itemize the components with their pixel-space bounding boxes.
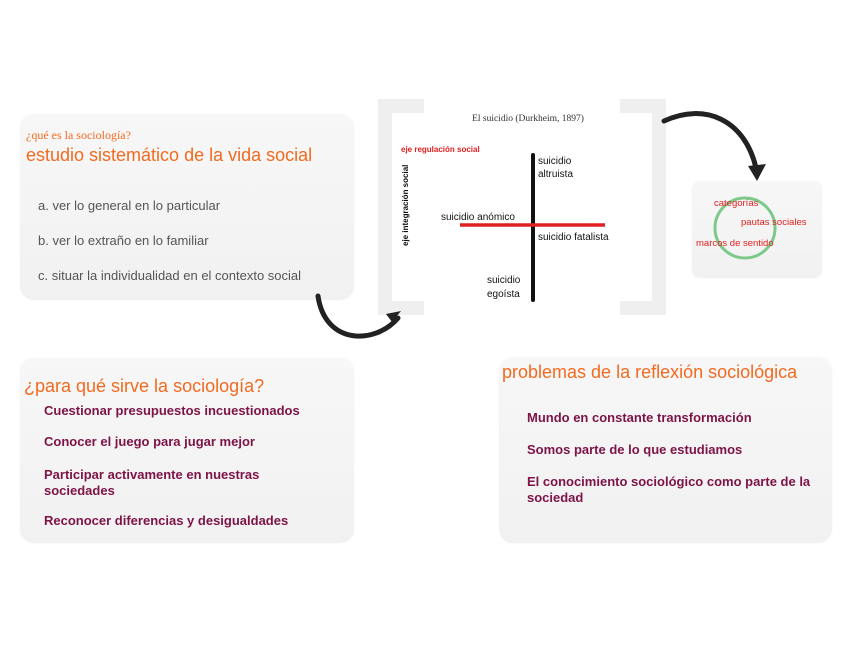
egoista-line2: egoísta (487, 289, 520, 300)
altruista-line1: suicidio (538, 156, 572, 167)
list-item-a: a. ver lo general en lo particular (38, 198, 221, 213)
item-participar: Participar activamente en nuestras sociedades (44, 467, 260, 498)
axis-regulacion-label: eje regulación social (401, 145, 480, 154)
title-problemas: problemas de la reflexión sociológica (502, 362, 798, 382)
arrowhead-right-icon (748, 164, 766, 181)
anomico-label: suicidio anómico (441, 212, 515, 223)
axis-integracion-label: eje integración social (401, 164, 410, 246)
item-conocer-juego: Conocer el juego para jugar mejor (44, 434, 255, 449)
item-cuestionar: Cuestionar presupuestos incuestionados (44, 403, 300, 418)
fatalista-label: suicidio fatalista (538, 232, 609, 243)
curved-arrow-right (664, 114, 756, 168)
curved-arrow-left (318, 296, 398, 336)
diagram-title: El suicidio (Durkheim, 1897) (472, 114, 584, 124)
marcos-label: marcos de sentido (696, 238, 774, 249)
item-mundo: Mundo en constante transformación (527, 410, 752, 425)
altruista-line2: altruista (538, 169, 574, 180)
item-conocimiento: El conocimiento sociológico como parte de la sociedad (527, 474, 811, 505)
question-que-es: ¿qué es la sociología? (26, 128, 131, 142)
egoista-line1: suicidio (487, 275, 521, 286)
pautas-label: pautas sociales (741, 217, 807, 228)
item-reconocer: Reconocer diferencias y desigualdades (44, 513, 289, 528)
list-item-b: b. ver lo extraño en lo familiar (38, 233, 209, 248)
title-para-que-sirve: ¿para qué sirve la sociología? (24, 376, 265, 396)
title-estudio-sistematico: estudio sistemático de la vida social (26, 145, 313, 165)
categorias-label: categorías (714, 198, 759, 209)
item-somos-parte: Somos parte de lo que estudiamos (527, 442, 743, 457)
list-item-c: c. situar la individualidad en el contexto social (38, 268, 302, 283)
